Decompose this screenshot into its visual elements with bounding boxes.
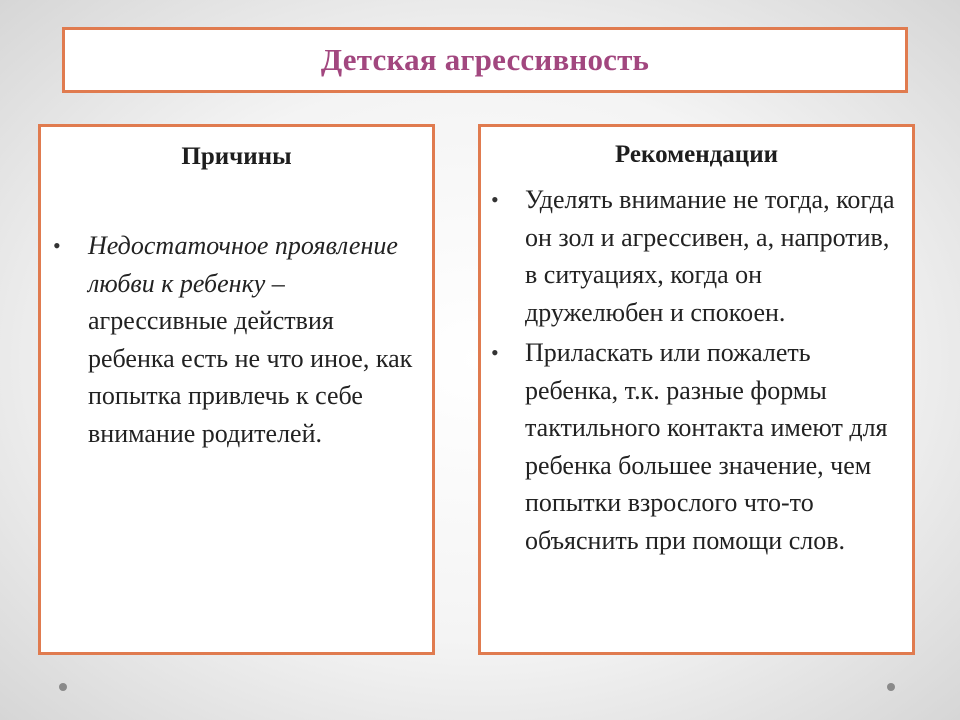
- bullet-icon: •: [53, 233, 61, 258]
- recommendations-list: [491, 181, 901, 562]
- list-item: [53, 227, 423, 452]
- bullet-icon: •: [491, 340, 499, 365]
- causes-list: [53, 227, 423, 452]
- list-item: [491, 334, 901, 559]
- decorative-dot-icon: [59, 683, 67, 691]
- list-item: [491, 181, 901, 331]
- recommendations-heading: Рекомендации: [614, 141, 779, 168]
- decorative-dot-icon: [887, 683, 895, 691]
- recommendation-text: Приласкать или пожалеть ребенка, т.к. разные формы тактильного контакта имеют для ребенка большее значение, чем попытки взрослого что-то объяснить при помощи слов.: [525, 338, 888, 555]
- slide-title: Детская агрессивность: [320, 42, 650, 77]
- bullet-icon: •: [491, 187, 499, 212]
- causes-heading: Причины: [181, 143, 292, 170]
- causes-panel: [38, 124, 435, 655]
- cause-text: – агрессивные действия ребенка есть не что иное, как попытка привлечь к себе внимание родителей.: [88, 268, 413, 448]
- cause-italic-text: Недостаточное проявление любви к ребенку: [88, 231, 398, 298]
- recommendation-text: Уделять внимание не тогда, когда он зол и агрессивен, а, напротив, в ситуациях, когда он дружелюбен и спокоен.: [525, 185, 895, 327]
- recommendations-panel: [478, 124, 915, 655]
- slide-title-box: [62, 27, 908, 93]
